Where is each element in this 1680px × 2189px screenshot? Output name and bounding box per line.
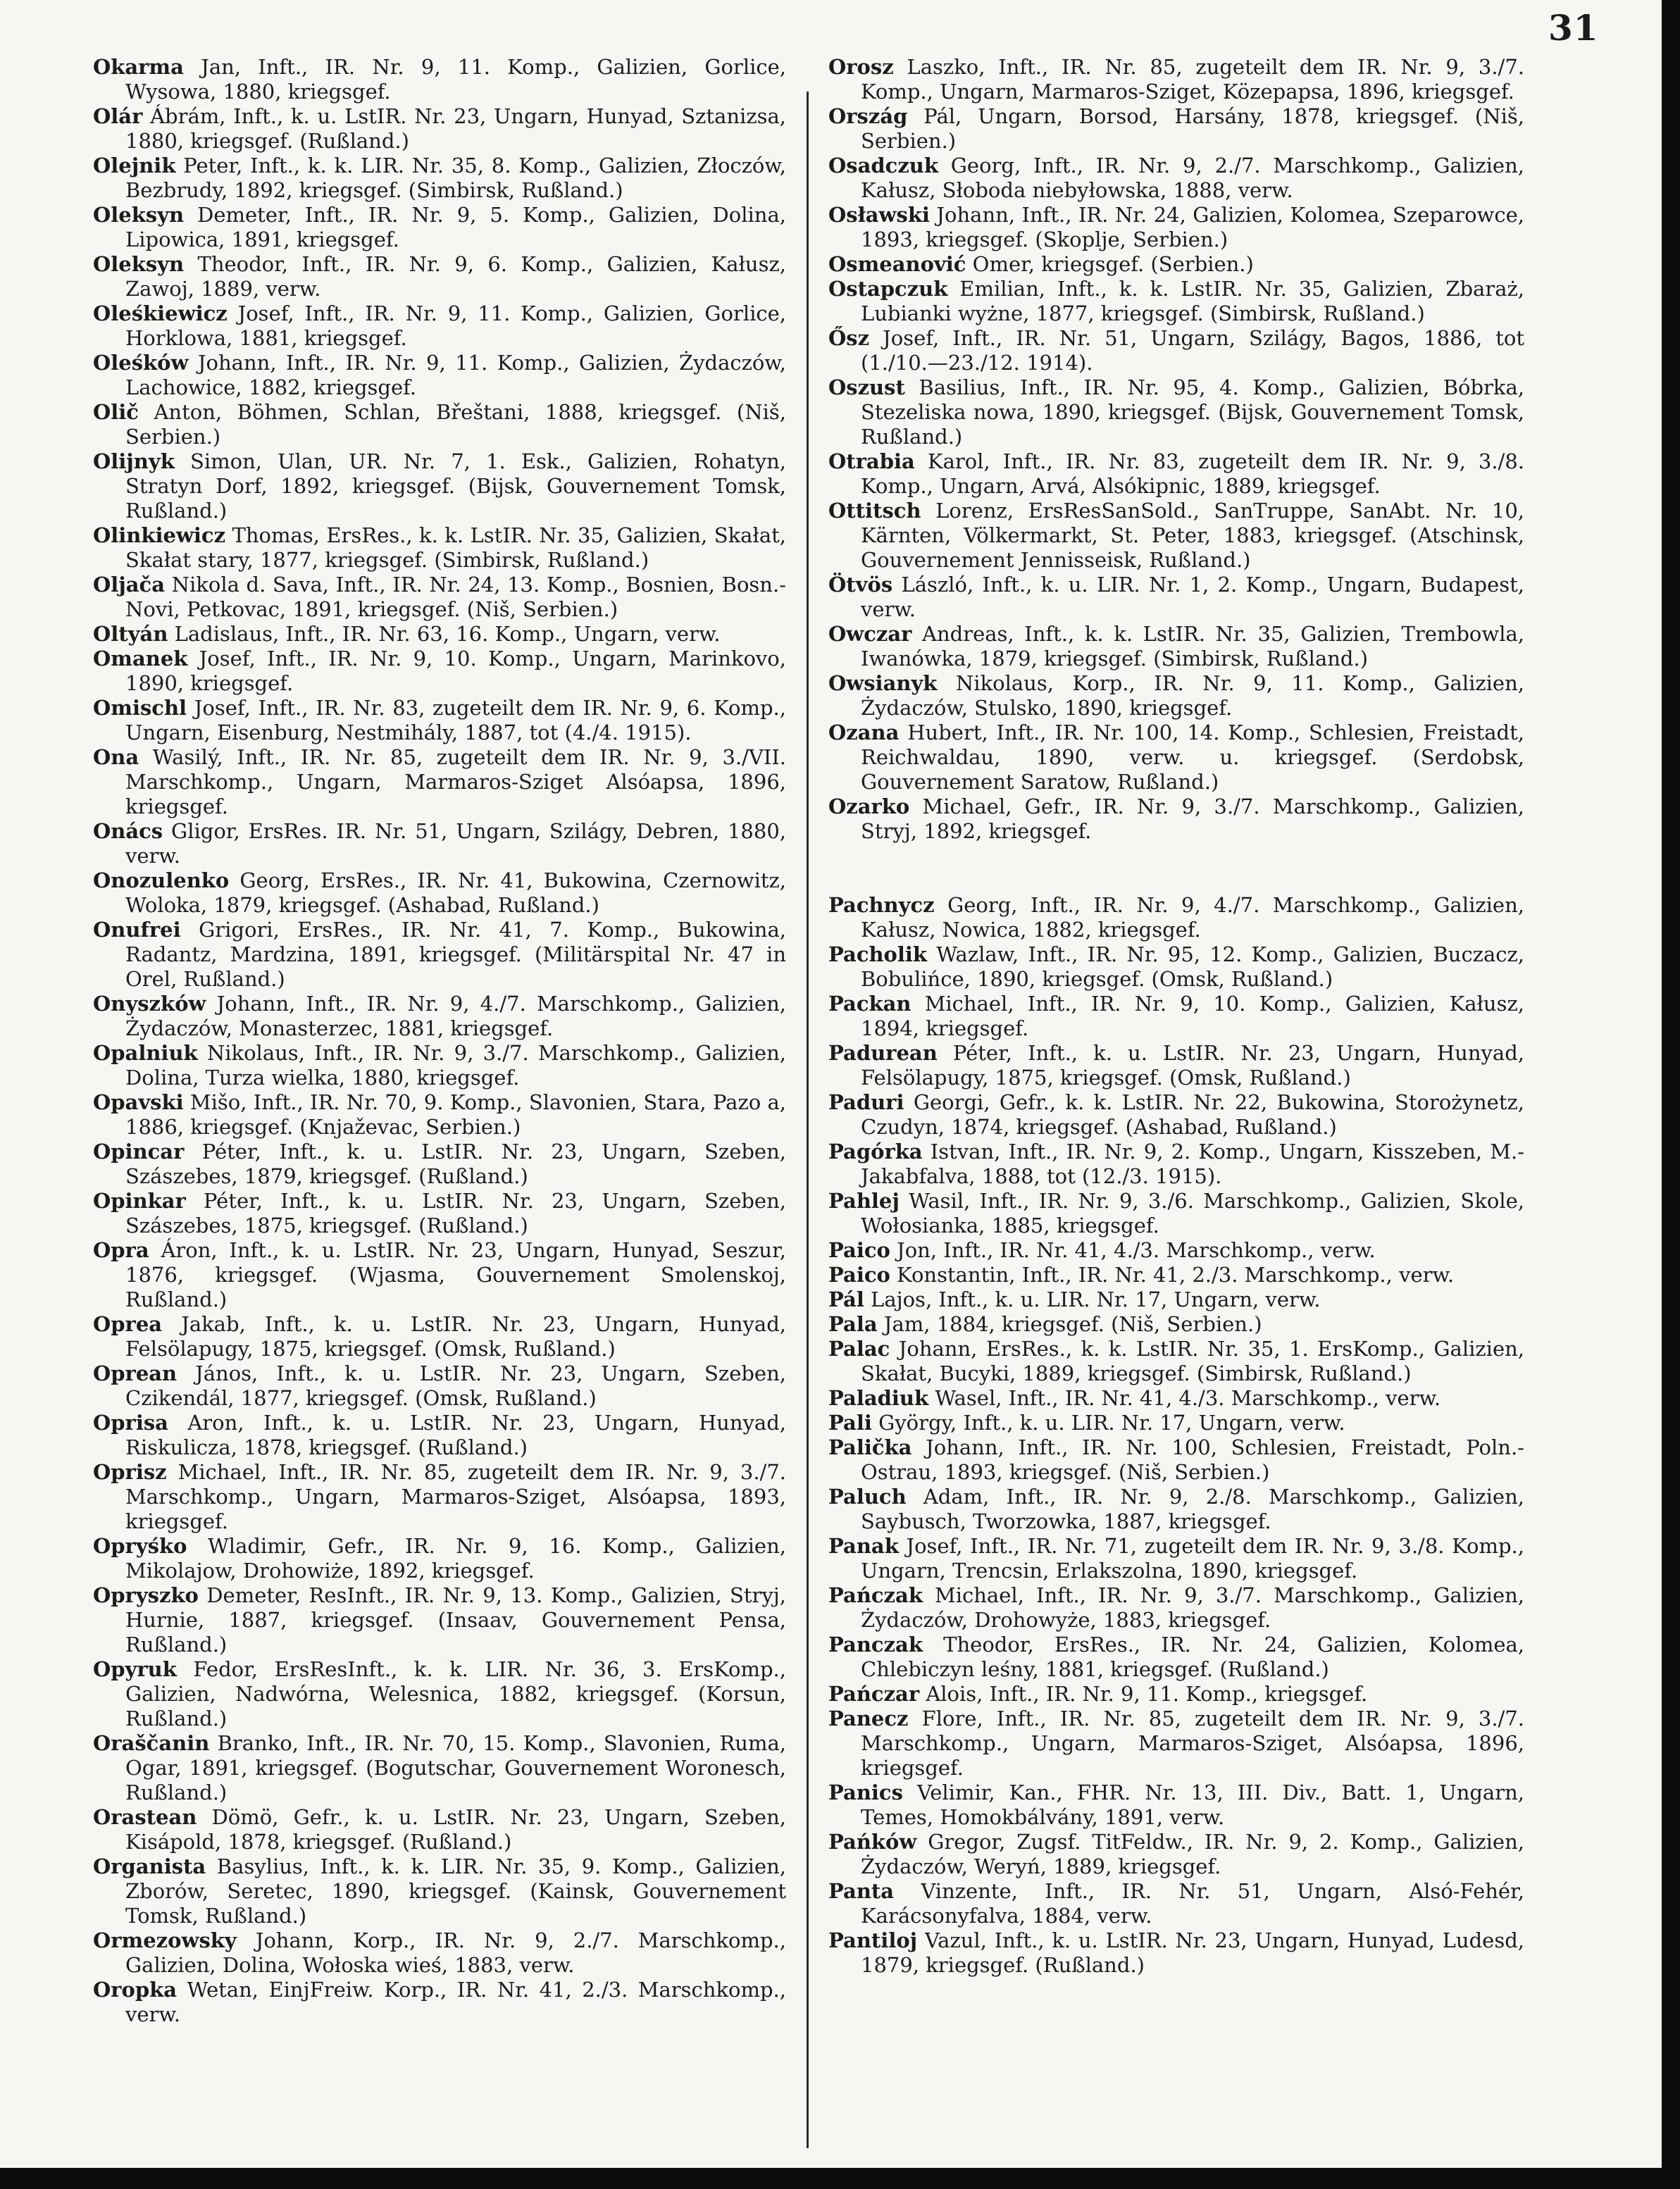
entry (93, 1090, 786, 1140)
entry (828, 573, 1524, 622)
entry-surname: Ozana (828, 721, 900, 744)
entry-surname: Osmeanović (828, 252, 966, 276)
entry (828, 326, 1524, 375)
entry-details: Simon, Ulan, UR. Nr. 7, 1. Esk., Galizien, Rohatyn, Stratyn Dorf, 1892, kriegsgef. (Bijsk, Gouvernement Tomsk, Rußland.) (125, 449, 786, 523)
entry (93, 1534, 786, 1583)
entry (828, 1485, 1524, 1534)
entry-details: János, Inft., k. u. LstIR. Nr. 23, Ungarn, Szeben, Czikendál, 1877, kriegsgef. (Omsk, Rußland.) (125, 1361, 786, 1410)
entry-surname: Otrabia (828, 449, 915, 473)
entry-surname: Oleksyn (93, 203, 185, 227)
entry-surname: Ostapczuk (828, 277, 948, 301)
entry (93, 622, 786, 647)
entry-surname: Pańczak (828, 1583, 923, 1607)
entry-details: Grigori, ErsRes., IR. Nr. 41, 7. Komp., Bukowina, Radantz, Mardzina, 1891, kriegsgef. (Militärspital Nr. 47 in Orel, Rußland.) (125, 918, 786, 991)
entry (93, 55, 786, 104)
entry-details: Josef, Inft., IR. Nr. 51, Ungarn, Szilágy, Bagos, 1886, tot (1./10.—23./12. 1914). (861, 326, 1524, 375)
entry-surname: Oltyán (93, 622, 168, 646)
entry-details: Adam, Inft., IR. Nr. 9, 2./8. Marschkomp., Galizien, Saybusch, Tworzowka, 1887, kriegsgef. (861, 1485, 1524, 1533)
entry-surname: Pańczar (828, 1682, 920, 1706)
entry (828, 942, 1524, 992)
entry-surname: Pali (828, 1411, 872, 1435)
entry-surname: Orastean (93, 1805, 197, 1829)
column-divider (807, 92, 809, 2148)
entry (93, 400, 786, 449)
entry-surname: Pachnycz (828, 893, 935, 917)
entry-details: Johann, ErsRes., k. k. LstIR. Nr. 35, 1. ErsKomp., Galizien, Skałat, Bucyki, 1889, kriegsgef. (Simbirsk, Rußland.) (861, 1337, 1524, 1385)
entry (828, 721, 1524, 794)
entry (828, 1263, 1524, 1287)
entry (828, 1238, 1524, 1263)
entry-surname: Oprisa (93, 1411, 168, 1435)
entry (828, 1707, 1524, 1780)
entry-surname: Padurean (828, 1041, 938, 1065)
entry (828, 1090, 1524, 1140)
entry-details: Wasil, Inft., IR. Nr. 9, 3./6. Marschkomp., Galizien, Skole, Wołosianka, 1885, kriegsgef. (861, 1189, 1524, 1237)
entry (93, 1140, 786, 1189)
entry-surname: Palac (828, 1337, 890, 1361)
entry-details: Josef, Inft., IR. Nr. 9, 11. Komp., Galizien, Gorlice, Horklowa, 1881, kriegsgef. (125, 301, 786, 350)
entry-details: Anton, Böhmen, Schlan, Břeštani, 1888, kriegsgef. (Niš, Serbien.) (125, 400, 786, 449)
entry (93, 1312, 786, 1361)
entry-surname: Ötvös (828, 573, 893, 597)
entry-details: Josef, Inft., IR. Nr. 83, zugeteilt dem IR. Nr. 9, 6. Komp., Ungarn, Eisenburg, Nestmihály, 1887, tot (4./4. 1915). (125, 696, 786, 744)
entry (93, 154, 786, 203)
right-column (828, 55, 1524, 1978)
entry (93, 1238, 786, 1312)
entry (93, 819, 786, 868)
entry-surname: Panczak (828, 1633, 923, 1657)
entry-surname: Oprea (93, 1312, 163, 1336)
entry-surname: Oprean (93, 1361, 178, 1385)
entry (93, 1928, 786, 1978)
entry-details: Branko, Inft., IR. Nr. 70, 15. Komp., Slavonien, Ruma, Ogar, 1891, kriegsgef. (Bogutschar, Gouvernement Woronesch, Rußland.) (125, 1731, 786, 1804)
entry-surname: Paduri (828, 1090, 904, 1114)
entry-details: Michael, Inft., IR. Nr. 85, zugeteilt dem IR. Nr. 9, 3./7. Marschkomp., Ungarn, Marmaros-Sziget, Alsóapsa, 1893, kriegsgef. (125, 1460, 786, 1533)
entry-details: Josef, Inft., IR. Nr. 9, 10. Komp., Ungarn, Marinkovo, 1890, kriegsgef. (125, 647, 786, 695)
entry-details: Georg, Inft., IR. Nr. 9, 2./7. Marschkomp., Galizien, Kałusz, Słoboda niebyłowska, 1888, verw. (861, 154, 1524, 202)
entry-surname: Ottitsch (828, 499, 921, 523)
entry-surname: Oleśkiewicz (93, 301, 228, 325)
entry-details: Velimir, Kan., FHR. Nr. 13, III. Div., Batt. 1, Ungarn, Temes, Homokbálvány, 1891, verw. (861, 1780, 1524, 1829)
entry-details: Wladimir, Gefr., IR. Nr. 9, 16. Komp., Galizien, Mikolajow, Drohowiże, 1892, kriegsgef. (125, 1534, 786, 1583)
entry-surname: Orosz (828, 55, 894, 79)
entry (93, 573, 786, 622)
entry (93, 918, 786, 992)
entry-surname: Onács (93, 819, 163, 843)
entry-surname: Opra (93, 1238, 149, 1262)
entry-details: Demeter, ResInft., IR. Nr. 9, 13. Komp., Galizien, Stryj, Hurnie, 1887, kriegsgef. (Insaav, Gouvernement Pensa, Rußland.) (125, 1583, 786, 1657)
entry-surname: Paluch (828, 1485, 907, 1509)
entry (93, 1041, 786, 1090)
entry-details: Péter, Inft., k. u. LstIR. Nr. 23, Ungarn, Szeben, Szászebes, 1879, kriegsgef. (Rußland.) (125, 1140, 786, 1188)
entry-details: Péter, Inft., k. u. LstIR. Nr. 23, Ungarn, Hunyad, Felsölapugy, 1875, kriegsgef. (Omsk, Rußland.) (861, 1041, 1524, 1090)
entry (93, 868, 786, 918)
entry-details: Georgi, Gefr., k. k. LstIR. Nr. 22, Bukowina, Storożynetz, Czudyn, 1874, kriegsgef. (Ashabad, Rußland.) (861, 1090, 1524, 1139)
entry-details: Konstantin, Inft., IR. Nr. 41, 2./3. Marschkomp., verw. (890, 1263, 1455, 1287)
entry (828, 375, 1524, 449)
entry-details: Wetan, EinjFreiw. Korp., IR. Nr. 41, 2./3. Marschkomp., verw. (125, 1978, 786, 2026)
entry-details: Jon, Inft., IR. Nr. 41, 4./3. Marschkomp., verw. (890, 1238, 1376, 1262)
entry (828, 671, 1524, 721)
entry-surname: Olejnik (93, 154, 176, 177)
entry-surname: Pahlej (828, 1189, 900, 1213)
scan-edge-bottom (0, 2168, 1680, 2189)
entry-surname: Owsianyk (828, 671, 938, 695)
entry-surname: Paladiuk (828, 1386, 929, 1410)
entry (828, 252, 1524, 277)
entry-surname: Okarma (93, 55, 184, 79)
entry-details: Aron, Inft., k. u. LstIR. Nr. 23, Ungarn, Hunyad, Riskulicza, 1878, kriegsgef. (Rußland.) (125, 1411, 786, 1459)
entry-surname: Oszust (828, 375, 905, 399)
entry (828, 55, 1524, 104)
entry (828, 449, 1524, 499)
entry-surname: Onufrei (93, 918, 181, 942)
entry-surname: Osławski (828, 203, 930, 227)
entry-details: Istvan, Inft., IR. Nr. 9, 2. Komp., Ungarn, Kisszeben, M.-Jakabfalva, 1888, tot (12./3. 1915). (861, 1140, 1524, 1188)
entry-details: Hubert, Inft., IR. Nr. 100, 14. Komp., Schlesien, Freistadt, Reichwaldau, 1890, verw. u. kriegsgef. (Serdobsk, Gouvernement Saratow, Rußland.) (861, 721, 1524, 794)
entry-details: Johann, Inft., IR. Nr. 24, Galizien, Kolomea, Szeparowce, 1893, kriegsgef. (Skoplje, Serbien.) (861, 203, 1524, 251)
entry-surname: Palička (828, 1435, 912, 1459)
entry (828, 1312, 1524, 1337)
entry-details: Wasilý, Inft., IR. Nr. 85, zugeteilt dem IR. Nr. 9, 3./VII. Marschkomp., Ungarn, Marmaros-Sziget Alsóapsa, 1896, kriegsgef. (125, 745, 786, 818)
entry-surname: Ona (93, 745, 139, 769)
entry-surname: Panta (828, 1879, 895, 1903)
entry-details: Lajos, Inft., k. u. LIR. Nr. 17, Ungarn, verw. (864, 1287, 1321, 1311)
entry (828, 277, 1524, 326)
entry (93, 1657, 786, 1731)
entry-surname: Paico (828, 1238, 890, 1262)
right-column-p-section (828, 893, 1524, 1978)
page-number: 31 (1548, 7, 1599, 49)
entry-surname: Panecz (828, 1707, 909, 1730)
entry-surname: Olinkiewicz (93, 523, 226, 547)
entry-details: Georg, Inft., IR. Nr. 9, 4./7. Marschkomp., Galizien, Kałusz, Nowica, 1882, kriegsgef. (861, 893, 1524, 942)
entry (93, 1583, 786, 1657)
entry-details: Michael, Gefr., IR. Nr. 9, 3./7. Marschkomp., Galizien, Stryj, 1892, kriegsgef. (861, 794, 1524, 843)
entry (828, 794, 1524, 844)
entry-details: Pál, Ungarn, Borsod, Harsány, 1878, kriegsgef. (Niš, Serbien.) (861, 104, 1524, 153)
entry-details: Johann, Inft., IR. Nr. 100, Schlesien, Freistadt, Poln.-Ostrau, 1893, kriegsgef. (Niš, Serbien.) (861, 1435, 1524, 1484)
entry-details: Mišo, Inft., IR. Nr. 70, 9. Komp., Slavonien, Stara, Pazo a, 1886, kriegsgef. (Knjaževac, Serbien.) (125, 1090, 786, 1139)
entry-details: László, Inft., k. u. LIR. Nr. 1, 2. Komp., Ungarn, Budapest, verw. (861, 573, 1524, 621)
entry-surname: Opalniuk (93, 1041, 198, 1065)
entry-surname: Packan (828, 992, 911, 1016)
entry-details: Vazul, Inft., k. u. LstIR. Nr. 23, Ungarn, Hunyad, Ludesd, 1879, kriegsgef. (Rußland.) (861, 1928, 1524, 1977)
entry-surname: Osadczuk (828, 154, 938, 177)
entry-surname: Olič (93, 400, 139, 424)
entry-details: Wazlaw, Inft., IR. Nr. 95, 12. Komp., Galizien, Buczacz, Bobulińce, 1890, kriegsgef. (Omsk, Rußland.) (861, 942, 1524, 991)
entry-details: Basilius, Inft., IR. Nr. 95, 4. Komp., Galizien, Bóbrka, Stezeliska nowa, 1890, kriegsgef. (Bijsk, Gouvernement Tomsk, Rußland.) (861, 375, 1524, 449)
entry-details: Thomas, ErsRes., k. k. LstIR. Nr. 35, Galizien, Skałat, Skałat stary, 1877, kriegsgef. (Simbirsk, Rußland.) (125, 523, 786, 572)
entry (93, 203, 786, 252)
entry (828, 1386, 1524, 1411)
entry-details: Dömö, Gefr., k. u. LstIR. Nr. 23, Ungarn, Szeben, Kisápold, 1878, kriegsgef. (Rußland.) (125, 1805, 786, 1854)
entry (828, 1041, 1524, 1090)
entry (828, 1928, 1524, 1978)
entry-details: Jan, Inft., IR. Nr. 9, 11. Komp., Galizien, Gorlice, Wysowa, 1880, kriegsgef. (125, 55, 786, 104)
entry-details: Lorenz, ErsResSanSold., SanTruppe, SanAbt. Nr. 10, Kärnten, Völkermarkt, St. Peter, 1883, kriegsgef. (Atschinsk, Gouvernement Jennisseisk, Rußland.) (861, 499, 1524, 572)
entry-details: Omer, kriegsgef. (Serbien.) (966, 252, 1254, 276)
entry-details: Andreas, Inft., k. k. LstIR. Nr. 35, Galizien, Trembowla, Iwanówka, 1879, kriegsgef. (Simbirsk, Rußland.) (861, 622, 1524, 671)
entry-details: Georg, ErsRes., IR. Nr. 41, Bukowina, Czernowitz, Woloka, 1879, kriegsgef. (Ashabad, Rußland.) (125, 868, 786, 917)
right-column-o-section (828, 55, 1524, 844)
entry-surname: Paico (828, 1263, 890, 1287)
entry (93, 1189, 786, 1238)
entry (828, 499, 1524, 573)
entry-details: Áron, Inft., k. u. LstIR. Nr. 23, Ungarn, Hunyad, Seszur, 1876, kriegsgef. (Wjasma, Gouvernement Smolenskoj, Rußland.) (125, 1238, 786, 1311)
entry-details: Nikola d. Sava, Inft., IR. Nr. 24, 13. Komp., Bosnien, Bosn.-Novi, Petkovac, 1891, kriegsgef. (Niš, Serbien.) (125, 573, 786, 621)
entry-details: Jam, 1884, kriegsgef. (Niš, Serbien.) (877, 1312, 1262, 1336)
entry-surname: Ősz (828, 326, 870, 350)
entry (828, 154, 1524, 203)
entry-surname: Onozulenko (93, 868, 230, 892)
entry (828, 1337, 1524, 1386)
entry (828, 992, 1524, 1041)
entry-surname: Opryszko (93, 1583, 199, 1607)
entry (93, 745, 786, 819)
entry-surname: Pacholik (828, 942, 928, 966)
entry-surname: Pantiloj (828, 1928, 918, 1952)
entry (93, 449, 786, 523)
entry-surname: Opinkar (93, 1189, 186, 1213)
entry-surname: Oprisz (93, 1460, 167, 1484)
entry (828, 203, 1524, 252)
entry (93, 351, 786, 400)
entry-surname: Pala (828, 1312, 878, 1336)
entry-surname: Panak (828, 1534, 899, 1558)
entry-details: Theodor, Inft., IR. Nr. 9, 6. Komp., Galizien, Kałusz, Zawoj, 1889, verw. (125, 252, 786, 301)
entry-surname: Organista (93, 1854, 206, 1878)
entry-details: Vinzente, Inft., IR. Nr. 51, Ungarn, Alsó-Fehér, Karácsonyfalva, 1884, verw. (861, 1879, 1524, 1928)
section-gap (828, 844, 1524, 893)
entry-details: Nikolaus, Korp., IR. Nr. 9, 11. Komp., Galizien, Żydaczów, Stulsko, 1890, kriegsgef. (861, 671, 1524, 720)
entry-details: Karol, Inft., IR. Nr. 83, zugeteilt dem IR. Nr. 9, 3./8. Komp., Ungarn, Arvá, Alsókipnic, 1889, kriegsgef. (861, 449, 1524, 498)
entry-surname: Pál (828, 1287, 864, 1311)
entry-details: Jakab, Inft., k. u. LstIR. Nr. 23, Ungarn, Hunyad, Felsölapugy, 1875, kriegsgef. (Omsk, Rußland.) (125, 1312, 786, 1361)
entry-details: Michael, Inft., IR. Nr. 9, 10. Komp., Galizien, Kałusz, 1894, kriegsgef. (861, 992, 1524, 1040)
entry-surname: Opavski (93, 1090, 184, 1114)
entry-details: Gregor, Zugsf. TitFeldw., IR. Nr. 9, 2. Komp., Galizien, Żydaczów, Weryń, 1889, kriegsgef. (861, 1830, 1524, 1878)
entry-details: Péter, Inft., k. u. LstIR. Nr. 23, Ungarn, Szeben, Szászebes, 1875, kriegsgef. (Rußland.) (125, 1189, 786, 1237)
entry (828, 893, 1524, 942)
entry-surname: Panics (828, 1780, 903, 1804)
entry-surname: Oraščanin (93, 1731, 210, 1755)
entry (828, 1411, 1524, 1435)
entry (828, 1830, 1524, 1879)
entry-details: Flore, Inft., IR. Nr. 85, zugeteilt dem IR. Nr. 9, 3./7. Marschkomp., Ungarn, Marmaros-Sziget, Alsóapsa, 1896, kriegsgef. (861, 1707, 1524, 1780)
entry-details: Wasel, Inft., IR. Nr. 41, 4./3. Marschkomp., verw. (928, 1386, 1441, 1410)
entry (828, 1780, 1524, 1830)
entry (828, 1534, 1524, 1583)
entry-surname: Oleśków (93, 351, 189, 375)
entry (828, 1287, 1524, 1312)
entry (93, 523, 786, 573)
entry-details: Peter, Inft., k. k. LIR. Nr. 35, 8. Komp., Galizien, Złoczów, Bezbrudy, 1892, kriegsgef. (Simbirsk, Rußland.) (125, 154, 786, 202)
entry-surname: Oljača (93, 573, 166, 597)
entry-surname: Opincar (93, 1140, 185, 1164)
entry-details: Ábrám, Inft., k. u. LstIR. Nr. 23, Ungarn, Hunyad, Sztanizsa, 1880, kriegsgef. (Rußland.) (125, 104, 786, 153)
entry-surname: Ország (828, 104, 908, 128)
entry-surname: Oropka (93, 1978, 178, 2002)
entry (828, 1435, 1524, 1485)
entry-details: Gligor, ErsRes. IR. Nr. 51, Ungarn, Szilágy, Debren, 1880, verw. (125, 819, 786, 868)
entry-details: Demeter, Inft., IR. Nr. 9, 5. Komp., Galizien, Dolina, Lipowica, 1891, kriegsgef. (125, 203, 786, 251)
entry (828, 1682, 1524, 1707)
entry-details: Johann, Inft., IR. Nr. 9, 11. Komp., Galizien, Żydaczów, Lachowice, 1882, kriegsgef. (125, 351, 786, 399)
entry (93, 252, 786, 301)
entry-details: Nikolaus, Inft., IR. Nr. 9, 3./7. Marschkomp., Galizien, Dolina, Turza wielka, 1880, kriegsgef. (125, 1041, 786, 1090)
entry-surname: Ozarko (828, 794, 910, 818)
entry-surname: Olár (93, 104, 143, 128)
entry-details: Ladislaus, Inft., IR. Nr. 63, 16. Komp., Ungarn, verw. (168, 622, 721, 646)
entry-details: Josef, Inft., IR. Nr. 71, zugeteilt dem IR. Nr. 9, 3./8. Komp., Ungarn, Trencsin, Erlakszolna, 1890, kriegsgef. (861, 1534, 1524, 1583)
scan-edge-right (1662, 0, 1680, 2189)
entry (828, 1583, 1524, 1633)
entry-details: Basylius, Inft., k. k. LIR. Nr. 35, 9. Komp., Galizien, Zborów, Seretec, 1890, kriegsgef. (Kainsk, Gouvernement Tomsk, Rußland.) (125, 1854, 786, 1928)
entry (93, 104, 786, 154)
entry (93, 992, 786, 1041)
entry-surname: Olijnyk (93, 449, 175, 473)
entry (93, 1854, 786, 1928)
entry-details: Johann, Inft., IR. Nr. 9, 4./7. Marschkomp., Galizien, Żydaczów, Monasterzec, 1881, kriegsgef. (125, 992, 786, 1040)
entry (828, 622, 1524, 671)
left-column (93, 55, 786, 2027)
entry-surname: Owczar (828, 622, 912, 646)
entry-details: Johann, Korp., IR. Nr. 9, 2./7. Marschkomp., Galizien, Dolina, Wołoska wieś, 1883, verw. (125, 1928, 786, 1977)
entry-surname: Opyruk (93, 1657, 177, 1681)
entry (93, 1460, 786, 1534)
entry-surname: Onyszków (93, 992, 206, 1016)
entry-details: Laszko, Inft., IR. Nr. 85, zugeteilt dem IR. Nr. 9, 3./7. Komp., Ungarn, Marmaros-Sziget, Közepapsa, 1896, kriegsgef. (861, 55, 1524, 104)
entry (93, 301, 786, 351)
entry-details: Michael, Inft., IR. Nr. 9, 3./7. Marschkomp., Galizien, Żydaczów, Drohowyże, 1883, kriegsgef. (861, 1583, 1524, 1632)
entry-surname: Pańków (828, 1830, 917, 1854)
entry (828, 1140, 1524, 1189)
entry (828, 104, 1524, 154)
entry (93, 1731, 786, 1805)
entry-details: Fedor, ErsResInft., k. k. LIR. Nr. 36, 3. ErsKomp., Galizien, Nadwórna, Welesnica, 1882, kriegsgef. (Korsun, Rußland.) (125, 1657, 786, 1730)
entry-surname: Opryśko (93, 1534, 187, 1558)
entry (828, 1633, 1524, 1682)
entry-surname: Omanek (93, 647, 188, 671)
entry (828, 1189, 1524, 1238)
entry (828, 1879, 1524, 1928)
entry (93, 1361, 786, 1411)
entry (93, 1805, 786, 1854)
entry (93, 1978, 786, 2027)
entry (93, 1411, 786, 1460)
entry (93, 696, 786, 745)
entry-surname: Oleksyn (93, 252, 185, 276)
entry (93, 647, 786, 696)
entry-details: György, Inft., k. u. LIR. Nr. 17, Ungarn, verw. (871, 1411, 1345, 1435)
entry-surname: Pagórka (828, 1140, 923, 1164)
entry-details: Theodor, ErsRes., IR. Nr. 24, Galizien, Kolomea, Chlebiczyn leśny, 1881, kriegsgef. (Rußland.) (861, 1633, 1524, 1681)
entry-surname: Ormezowsky (93, 1928, 237, 1952)
entry-details: Alois, Inft., IR. Nr. 9, 11. Komp., kriegsgef. (919, 1682, 1368, 1706)
entry-surname: Omischl (93, 696, 187, 720)
entry-details: Emilian, Inft., k. k. LstIR. Nr. 35, Galizien, Zbaraż, Lubianki wyżne, 1877, kriegsgef. (Simbirsk, Rußland.) (861, 277, 1524, 325)
